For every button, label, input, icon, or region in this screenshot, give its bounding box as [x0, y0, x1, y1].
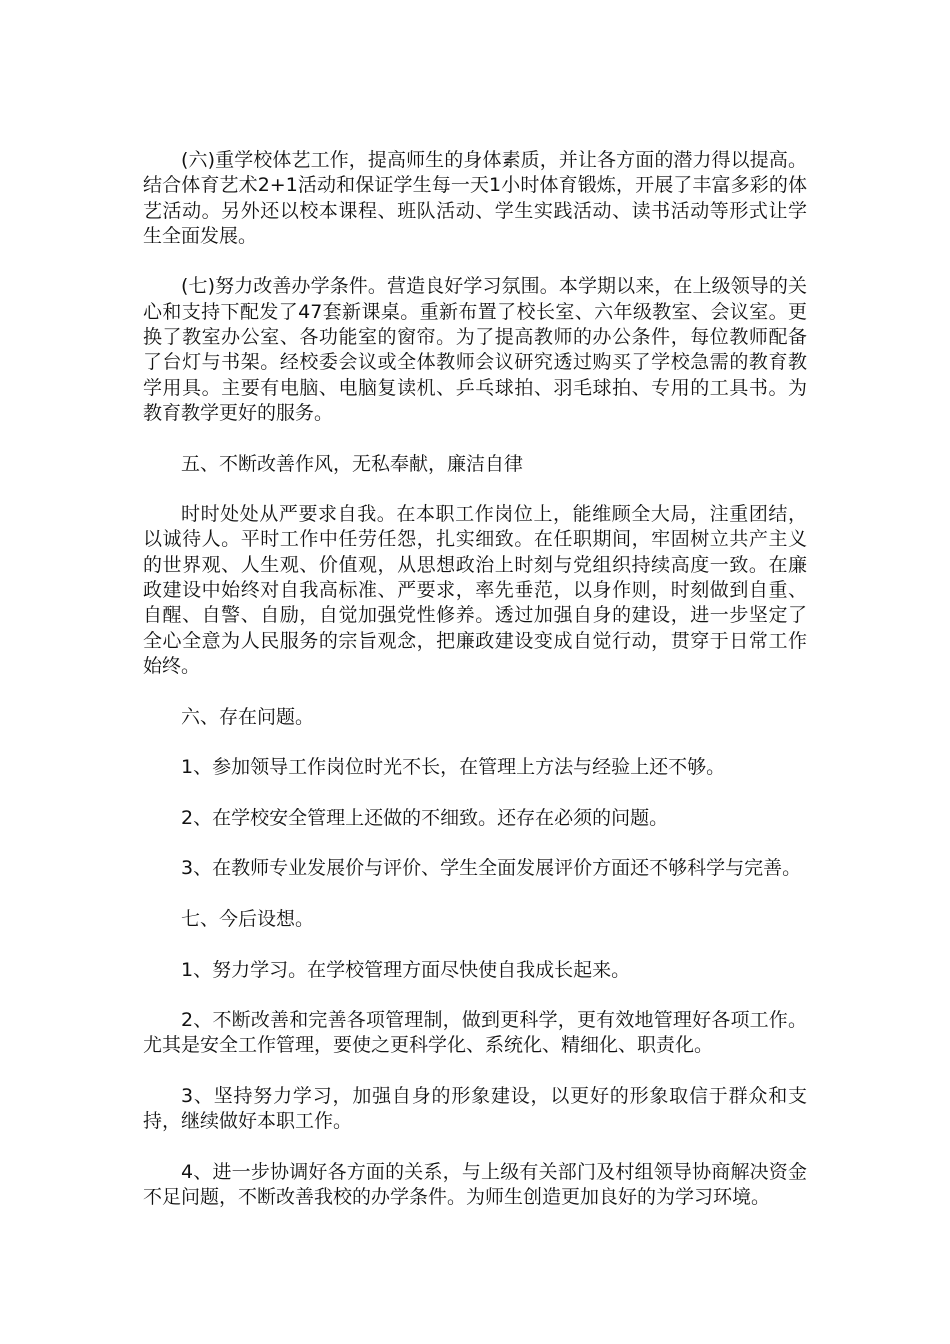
document-page: [143, 148, 807, 1236]
list-item-plan-1: 1、努力学习。在学校管理方面尽快使自我成长起来。: [181, 958, 631, 981]
list-item-plan-2: 2、不断改善和完善各项管理制，做到更科学，更有效地管理好各项工作。尤其是安全工作管理，要使之更科学化、系统化、精细化、职责化。: [143, 1009, 807, 1057]
paragraph-self-discipline: 时时处处从严要求自我。在本职工作岗位上，能维顾全大局，注重团结，以诚待人。平时工作中任劳任怨，扎实细致。在任职期间，牢固树立共产主义的世界观、人生观、价值观，从思想政治上时刻与党组织持续高度一致。在廉政建设中始终对自我高标准、严要求，率先垂范，以身作则，时刻做到自重、自醒、自警、自励，自觉加强党性修养。透过加强自身的建设，进一步坚定了全心全意为人民服务的宗旨观念，把廉政建设变成自觉行动，贯穿于日常工作始终。: [143, 503, 807, 677]
list-item-plan-4: 4、进一步协调好各方面的关系，与上级有关部门及村组领导协商解决资金不足问题，不断改善我校的办学条件。为师生创造更加良好的为学习环境。: [143, 1160, 807, 1209]
list-item-plan-3: 3、坚持努力学习，加强自身的形象建设，以更好的形象取信于群众和支持，继续做好本职工作。: [143, 1084, 807, 1133]
list-item-problem-3: 3、在教师专业发展价与评价、学生全面发展评价方面还不够科学与完善。: [181, 857, 802, 880]
paragraph-sports-arts: (六)重学校体艺工作，提高师生的身体素质，并让各方面的潜力得以提高。结合体育艺术2+1活动和保证学生每一天1小时体育锻炼，开展了丰富多彩的体艺活动。另外还以校本课程、班队活动、学生实践活动、读书活动等形式让学生全面发展。: [143, 149, 807, 247]
section-heading-problems: 六、存在问题。: [181, 705, 315, 728]
list-item-problem-2: 2、在学校安全管理上还做的不细致。还存在必须的问题。: [181, 806, 669, 829]
paragraph-school-conditions: (七)努力改善办学条件。营造良好学习氛围。本学期以来，在上级领导的关心和支持下配发了47套新课桌。重新布置了校长室、六年级教室、会议室。更换了教室办公室、各功能室的窗帘。为了提高教师的办公条件，每位教师配备了台灯与书架。经校委会议或全体教师会议研究透过购买了学校急需的教育教学用具。主要有电脑、电脑复读机、乒乓球拍、羽毛球拍、专用的工具书。为教育教学更好的服务。: [143, 275, 807, 424]
section-heading-future-plans: 七、今后设想。: [181, 907, 315, 930]
section-heading-work-style: 五、不断改善作风，无私奉献，廉洁自律: [181, 452, 524, 475]
list-item-problem-1: 1、参加领导工作岗位时光不长，在管理上方法与经验上还不够。: [181, 756, 726, 779]
